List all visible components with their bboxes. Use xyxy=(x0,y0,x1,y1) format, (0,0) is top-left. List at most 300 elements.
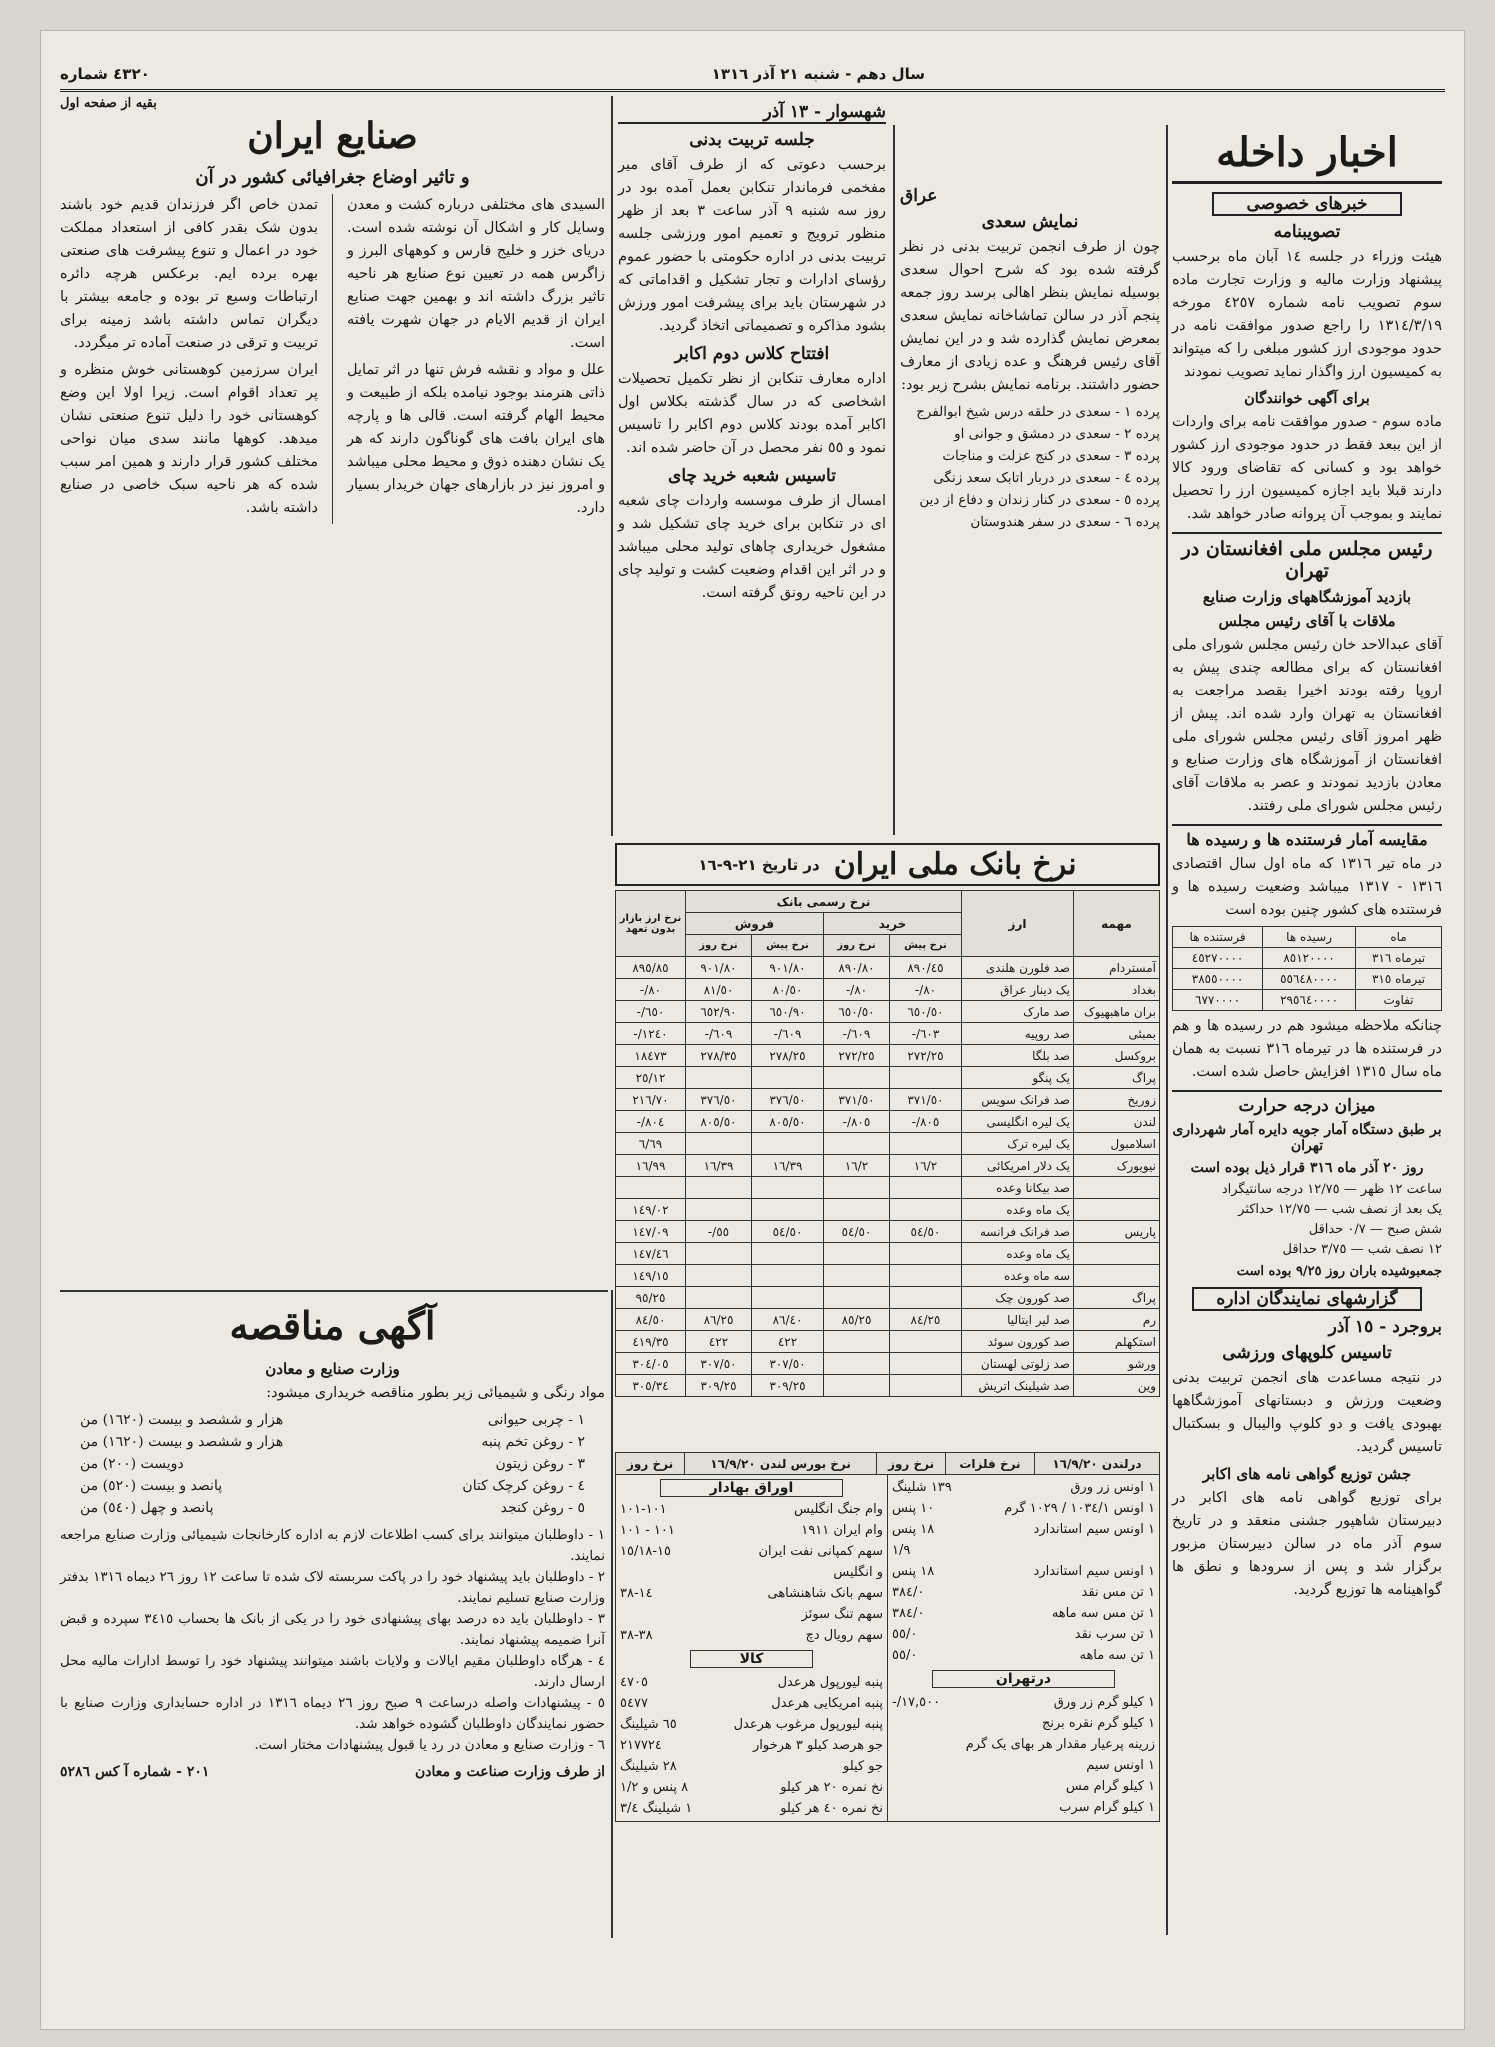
table-cell xyxy=(686,1133,752,1155)
table-cell: ١٨٤٧٣ xyxy=(616,1045,686,1067)
item-value: ١٠١ - ١٠١ xyxy=(620,1523,675,1538)
table-cell: پراگ xyxy=(1074,1067,1160,1089)
program-list xyxy=(900,401,1160,533)
table-cell: ٨٥/٢٥ xyxy=(824,1309,890,1331)
item-label: نخ نمره ٢٠ هر کیلو xyxy=(780,1780,883,1795)
table-cell: صد بیکانا وعده xyxy=(962,1177,1074,1199)
table-cell: ٨٦/٤٠ xyxy=(751,1309,823,1331)
table-cell: صد زلوتی لهستان xyxy=(962,1353,1074,1375)
item-label: پنبه امریکایی هرعدل xyxy=(771,1696,883,1711)
temp-value: ٣/٧٥ حداقل xyxy=(1282,1242,1347,1257)
list-item xyxy=(892,1776,1155,1797)
private-news-sub: تصویبنامه xyxy=(1273,222,1341,242)
table-cell: صد فرانک سویس xyxy=(962,1089,1074,1111)
list-item xyxy=(620,1693,883,1714)
table-cell xyxy=(824,1133,890,1155)
column-rule xyxy=(611,1290,613,1938)
shahsavar-text: برحسب دعوتی که از طرف آقای میر مفخمی فرماندار تنکابن بعمل آمده بود در روز سه شنبه ٩ آذر ساعت ٣ بعد از ظهر منظور ترویج و تعمیم امور ورزشی جلسه تربیت بدنی در اداره حکومتی با حضور عموم رؤسای ادارات و تجار تشکیل و اقداماتی که در شهرستان باید برای پیشرفت امور ورزش بشود مذاکره و تصمیماتی اتخاذ گردید. xyxy=(618,157,886,334)
list-item: ٣ - داوطلبان باید ده درصد بهای پیشنهادی خود را در یکی از بانک ها بحساب ٣٤١٥ سپرده و قبض آنرا ضمیمه پیشنهاد نمایند. xyxy=(60,1611,605,1648)
list-item xyxy=(620,1798,883,1819)
table-cell xyxy=(889,1199,961,1221)
item-qty: پانصد و بیست (٥٢٠) من xyxy=(80,1478,223,1494)
table-cell: صد فرانک فرانسه xyxy=(962,1221,1074,1243)
temp-value: ١٢/٧٥ درجه سانتیگراد xyxy=(1221,1182,1340,1197)
item-value: ٦٥ شیلینگ xyxy=(620,1717,677,1732)
table-cell: صد شیلینک اتریش xyxy=(962,1375,1074,1397)
goods-list xyxy=(620,1672,883,1819)
table-cell: ٨٠٤/- xyxy=(616,1111,686,1133)
item-name: روغن کرچک کتان xyxy=(462,1478,564,1494)
industry-col-left xyxy=(60,194,318,524)
table-cell: ٨٠٥/- xyxy=(889,1111,961,1133)
table-cell: ٢٥/١٢ xyxy=(616,1067,686,1089)
table-cell xyxy=(686,1067,752,1089)
table-cell: ٥٤/٥٠ xyxy=(824,1221,890,1243)
table-cell: پاریس xyxy=(1074,1221,1160,1243)
item-name: روغن کنجد xyxy=(500,1500,564,1516)
table-cell: ٨١/٥٠ xyxy=(686,979,752,1001)
table-cell: رم xyxy=(1074,1309,1160,1331)
industry-subtitle: و تاثیر اوضاع جغرافیائی کشور در آن xyxy=(195,167,470,188)
table-cell: رسیده ها xyxy=(1263,927,1356,948)
list-item xyxy=(892,1624,1155,1645)
industry-paragraph: ایران سرزمین کوهستانی خوش منظره و پر تعداد اقوام است. زیرا اولا این وضع کوهستانی خود را دلیل تنوع صنعتی نشان میدهد. کوهها مانند سدی میان نواحی مختلف کشور قرار دارند و همین امر سبب شده که هر ناحیه سبک خاصی در صنایع داشته باشد. xyxy=(60,362,318,516)
table-cell: ١٤٩/١٥ xyxy=(616,1265,686,1287)
table-row xyxy=(616,1353,1160,1375)
list-item xyxy=(892,1734,1155,1755)
list-item xyxy=(892,1603,1155,1624)
list-item xyxy=(892,1755,1155,1776)
table-cell xyxy=(616,1177,686,1199)
list-item xyxy=(620,1756,883,1777)
tender-intro: مواد رنگی و شیمیائی زیر بطور مناقصه خریداری میشود: xyxy=(266,1385,605,1401)
table-cell: ٨٠٥/٥٠ xyxy=(751,1111,823,1133)
item-label: وام جنگ انگلیس xyxy=(793,1502,883,1517)
item-qty: پانصد و چهل (٥٤٠) من xyxy=(80,1500,214,1516)
table-row xyxy=(616,1089,1160,1111)
table-cell xyxy=(751,1067,823,1089)
certificate-text: برای توزیع گواهی نامه های اکابر در دبیرستان شاهپور جشنی منعقد و در تاریخ سوم آذر ماه در سالن دبیرستان مزبور برگزار شد و پس از سرودها و نطق ها گواهینامه ها توزیع گردید. xyxy=(1172,1490,1442,1598)
table-cell xyxy=(686,1265,752,1287)
issue-number: ٤٣٢٠ شماره xyxy=(60,64,150,83)
issue-date: سال دهم - شنبه ٢١ آذر ١٣١٦ xyxy=(711,64,925,83)
item-number: ٤ xyxy=(577,1478,585,1494)
item-label: ١ کیلو گرام سرب xyxy=(1059,1800,1155,1815)
table-cell: ٨٩٥/٨٥ xyxy=(616,957,686,979)
item-value: ٣٨-٣٨ xyxy=(620,1628,653,1643)
item-value: ٢١٧٧٢٤ xyxy=(620,1738,662,1753)
item-qty: هزار و ششصد و بیست (١٦٢٠) من xyxy=(80,1434,284,1450)
table-cell: ٤٢٢ xyxy=(751,1331,823,1353)
table-cell: پراگ xyxy=(1074,1287,1160,1309)
table-cell: یک دینار عراق xyxy=(962,979,1074,1001)
item-value: ٣٨٤/٠ xyxy=(892,1606,925,1621)
item-value: ١٣٩ شلینگ xyxy=(892,1480,952,1495)
table-cell: صد بلگا xyxy=(962,1045,1074,1067)
table-cell xyxy=(889,1133,961,1155)
table-row xyxy=(616,891,1160,913)
table-cell xyxy=(889,1331,961,1353)
table-cell xyxy=(686,1243,752,1265)
table-cell: ٦٥٠/- xyxy=(616,1001,686,1023)
item-value: ١٨ پنس xyxy=(892,1564,935,1579)
column-header: نرخ رسمی بانک xyxy=(686,891,962,913)
table-cell: ٣٠٧/٥٠ xyxy=(751,1353,823,1375)
certificate-title: جشن توزیع گواهی نامه های اکابر xyxy=(1202,1465,1412,1483)
item-value: ١٠ پنس xyxy=(892,1501,935,1516)
item-label: ١ اونس سیم استاندارد xyxy=(1033,1564,1155,1579)
table-cell: یک ماه وعده xyxy=(962,1243,1074,1265)
list-item xyxy=(620,1777,883,1798)
list-item xyxy=(620,1499,883,1520)
tender-org: وزارت صنایع و معادن xyxy=(265,1360,400,1378)
table-cell xyxy=(824,1287,890,1309)
table-cell xyxy=(889,1265,961,1287)
table-cell: ٣٠٩/٢٥ xyxy=(751,1375,823,1397)
item-value: ١ شیلینگ ٣/٤ xyxy=(620,1801,693,1816)
table-cell xyxy=(824,1199,890,1221)
table-cell xyxy=(889,1287,961,1309)
list-item: ٥ - روغن کنجد پانصد و چهل (٥٤٠) من xyxy=(80,1497,585,1519)
table-row xyxy=(1173,969,1442,990)
temperature-sub2: روز ٢٠ آذر ماه ٣١٦ قرار ذیل بوده است xyxy=(1190,1160,1424,1176)
adult-class-text: اداره معارف تنکابن از نظر تکمیل تحصیلات اشخاصی که در سال گذشته بکلاس اول اکابر آمده بودند کلاس دوم اکابر را تاسیس نمود و ٥٥ نفر محصل در آن حاضر شده اند. xyxy=(618,371,886,456)
item-label: پنبه لیورپول هرعدل xyxy=(777,1675,883,1690)
table-cell: ٨٥١٢٠٠٠٠ xyxy=(1263,948,1356,969)
table-cell: صد روپیه xyxy=(962,1023,1074,1045)
temp-time: ١٢ نصف شب xyxy=(1367,1242,1442,1257)
list-item: پرده ٦ - سعدی در سفر هندوستان xyxy=(970,514,1160,530)
list-item: ٥ - پیشنهادات واصله درساعت ٩ صبح روز ٢٦ دیماه ١٣١٦ در اداره حسابداری وزارت صنایع با حضور نمایندگان داوطلبان گشوده خواهد شد. xyxy=(60,1695,606,1732)
table-cell xyxy=(889,1353,961,1375)
table-row xyxy=(616,1023,1160,1045)
list-item xyxy=(892,1477,1155,1498)
table-cell: اسلامبول xyxy=(1074,1133,1160,1155)
list-item xyxy=(620,1625,883,1646)
table-cell xyxy=(686,1199,752,1221)
bank-date: در تاریخ ٢١-٩-١٦ xyxy=(698,855,820,874)
list-item: ٢ - داوطلبان باید پیشنهاد خود را در پاکت سربسته لاک شده تا ساعت ١٢ روز ٢٦ دیماه ١٣١٦ بدفتر وزارت صنایع تسلیم نمایند. xyxy=(60,1569,605,1606)
notice-title: برای آگهی خوانندگان xyxy=(1244,390,1370,407)
table-cell: ٤٥٢٧٠٠٠٠ xyxy=(1173,948,1263,969)
list-item: پرده ٢ - سعدی در دمشق و جوانی او xyxy=(954,426,1160,442)
table-cell: بران ماهبهیوک xyxy=(1074,1001,1160,1023)
table-cell: ١٦/٢ xyxy=(889,1155,961,1177)
afghan-sub: بازدید آموزشگاههای وزارت صنایع xyxy=(1202,588,1412,606)
table-cell: صد مارک xyxy=(962,1001,1074,1023)
table-cell: ٩٥/٢٥ xyxy=(616,1287,686,1309)
item-label: جو کیلو xyxy=(842,1759,883,1774)
afghan-text: آقای عبدالاحد خان رئیس مجلس شورای ملی افغانستان که برای مطالعه چندی پیش به اروپا رفته بودند اخیرا بقصد مراجعت به افغانستان به تهران وارد شده اند. پیش از ظهر امروز آقای رئیس مجلس شورای ملی افغانستان از آموزشگاه های وزارت صنایع و معادن بازدید نمودند و عصر به ملاقات آقای رئیس مجلس شورای ملی رفتند. xyxy=(1172,637,1442,814)
table-cell xyxy=(824,1265,890,1287)
table-cell: یک لیره ترک xyxy=(962,1133,1074,1155)
table-cell xyxy=(751,1133,823,1155)
table-cell: ٨٤/٥٠ xyxy=(616,1309,686,1331)
list-item xyxy=(892,1519,1155,1540)
metals-body xyxy=(615,1475,1160,1822)
item-label: ١ کیلو گرم زر ورق xyxy=(1053,1695,1155,1710)
tender-title: آگهی مناقصه xyxy=(229,1303,436,1348)
table-cell xyxy=(824,1375,890,1397)
industry-body xyxy=(60,194,605,524)
table-cell: ١٤٧/٤٦ xyxy=(616,1243,686,1265)
column-header: نرخ بورس لندن ١٦/٩/٢٠ xyxy=(685,1453,877,1475)
table-cell: ١٦/٣٩ xyxy=(686,1155,752,1177)
item-value: ١٥-١٥/١٨ xyxy=(620,1544,671,1559)
item-qty: دویست (٢٠٠) من xyxy=(80,1456,184,1472)
table-cell: یک پنگو xyxy=(962,1067,1074,1089)
sport-title: تاسیس کلوپهای ورزشی xyxy=(1222,1343,1392,1363)
column-rule xyxy=(1166,1885,1168,1935)
domestic-news-column xyxy=(1172,125,1442,1885)
table-cell: ٣٠٤/٠٥ xyxy=(616,1353,686,1375)
table-cell: ٥٥/- xyxy=(686,1221,752,1243)
compare-text: در ماه تیر ١٣١٦ که ماه اول سال اقتصادی ١٣١٦ - ١٣١٧ میباشد وضعیت رسیده ها و فرستنده های کشور چنین بوده است xyxy=(1172,856,1442,918)
table-cell xyxy=(824,1067,890,1089)
item-label: جو هرصد کیلو ٣ هرخوار xyxy=(753,1738,883,1753)
metals-right-list xyxy=(892,1477,1155,1666)
column-header: نرخ روز xyxy=(824,935,890,957)
column-rule xyxy=(332,194,333,524)
table-cell xyxy=(1074,1177,1160,1199)
item-number: ١ xyxy=(577,1412,585,1428)
goods-title: کالا xyxy=(690,1650,813,1668)
table-cell xyxy=(824,1331,890,1353)
table-cell xyxy=(824,1177,890,1199)
table-row xyxy=(616,1001,1160,1023)
table-cell: ٢٧٢/٢٥ xyxy=(889,1045,961,1067)
table-cell xyxy=(1074,1243,1160,1265)
notice-text: ماده سوم - صدور موافقت نامه برای واردات از این ببعد فقط در حدود موجودی ارز کشور خواهد بود و کسانی که تقاضای ورود کالا دارند قبلا باید اجازه کمیسیون ارز را تحصیل نمایند و بموجب آن پروانه صادر خواهد شد. xyxy=(1172,414,1442,522)
bank-title: نرخ بانک ملی ایران xyxy=(833,847,1077,882)
iraq-text: چون از طرف انجمن تربیت بدنی در نظر گرفته شده بود که شرح احوال سعدی بوسیله نمایش بنظر اهالی برسد روز جمعه پنجم آذر در سالن تماشاخانه نمایش سعدی بمعرض نمایش گذارده شد و در این نمایش آقای رئیس فرهنگ و عده زیادی از معارف حضور داشتند. برنامه نمایش بشرح زیر بود: xyxy=(900,239,1160,393)
table-cell: صد کورون چک xyxy=(962,1287,1074,1309)
table-cell: ٣٧٦/٥٠ xyxy=(686,1089,752,1111)
table-cell: ٦٥٠/٥٠ xyxy=(824,1001,890,1023)
bonds-title: اوراق بهادار xyxy=(660,1479,843,1497)
tea-title: تاسیس شعبه خرید چای xyxy=(668,466,836,486)
table-cell: ٨٦/٢٥ xyxy=(686,1309,752,1331)
list-item: ٤ - روغن کرچک کتان پانصد و بیست (٥٢٠) من xyxy=(80,1475,585,1497)
afghan-title: رئیس مجلس ملی افغانستان در تهران xyxy=(1172,532,1442,582)
item-label: سهم تنگ سوئز xyxy=(801,1607,883,1622)
table-cell xyxy=(889,1243,961,1265)
bank-header xyxy=(615,843,1160,886)
tehran-list xyxy=(892,1692,1155,1818)
list-item: ١ - چربی حیوانی هزار و ششصد و بیست (١٦٢٠) من xyxy=(80,1409,585,1431)
table-cell: ٣٧٦/٥٠ xyxy=(751,1089,823,1111)
table-cell: ٨٠/- xyxy=(889,979,961,1001)
item-label: ١ اونس ١٠٣٤/١ / ١٠٢٩ گرم xyxy=(1004,1501,1155,1516)
list-item xyxy=(620,1583,883,1604)
item-name: روغن زیتون xyxy=(495,1456,564,1472)
list-item: ١٢ نصف شب — ٣/٧٥ حداقل xyxy=(1282,1242,1442,1257)
industry-paragraph: تمدن خاص اگر فرزندان قدیم خود باشند بدون شک بقدر کافی از استعداد مملکت خود در اعمال و تنوع پیشرفت های صنعتی بهره برده ایم. برعکس هرچه دائره ارتباطات وسیع تر بوده و جامعه بیشتر با دیگران تماس داشته باشد زمینه برای تربیت و ترقی در صنعت آماده تر میگردد. xyxy=(60,197,318,351)
table-cell: ٣٧١/٥٠ xyxy=(824,1089,890,1111)
table-cell: ٨٠٥/- xyxy=(824,1111,890,1133)
list-item: ٣ - روغن زیتون دویست (٢٠٠) من xyxy=(80,1453,585,1475)
item-label: سهم بانک شاهنشاهی xyxy=(767,1586,883,1601)
list-item xyxy=(892,1713,1155,1734)
item-label: وام ایران ١٩١١ xyxy=(801,1523,883,1538)
column-header: نرخ روز xyxy=(686,935,752,957)
table-cell: ورشو xyxy=(1074,1353,1160,1375)
table-cell: ٦٥٢/٩٠ xyxy=(686,1001,752,1023)
table-row xyxy=(616,1265,1160,1287)
item-value: ١٤-٣٨ xyxy=(620,1586,653,1601)
column-header: نرخ پیش xyxy=(889,935,961,957)
table-row xyxy=(616,1067,1160,1089)
table-cell xyxy=(1074,1199,1160,1221)
table-cell: ٦٧٧٠٠٠٠ xyxy=(1173,990,1263,1011)
metals-section xyxy=(615,1452,1160,1932)
list-item xyxy=(620,1562,883,1583)
list-item xyxy=(620,1735,883,1756)
table-row xyxy=(616,979,1160,1001)
tender-signature: از طرف وزارت صناعت و معادن xyxy=(414,1764,605,1780)
table-cell: ١٦/٣٩ xyxy=(751,1155,823,1177)
table-row xyxy=(1173,990,1442,1011)
item-value: ١٧,٥٠٠/- xyxy=(892,1695,941,1710)
column-rule xyxy=(1166,125,1168,1885)
item-label: ١ اونس زر ورق xyxy=(1070,1480,1155,1495)
list-item: ٦ - وزارت صنایع و معادن در رد یا قبول پیشنهادات مختار است. xyxy=(254,1737,605,1753)
industry-paragraph: علل و مواد و نقشه فرش تنها در اثر تمایل ذاتی هنرمند بوجود نیامده بلکه از طبیعت و محیط الهام گرفته است. قالی ها و پارچه های ایران بافت های گوناگون دارند که هر یک نشان دهنده ذوق و محیط محلی میباشد و امروز نیز در بازارهای جهان خریدار بسیار دارد. xyxy=(347,362,605,516)
list-item: شش صبح — ٠/٧ حداقل xyxy=(1308,1222,1442,1237)
column-header: نرخ روز xyxy=(877,1453,946,1475)
table-cell xyxy=(889,1177,961,1199)
table-row xyxy=(616,1155,1160,1177)
table-cell: صد فلورن هلندی xyxy=(962,957,1074,979)
list-item xyxy=(620,1520,883,1541)
table-cell xyxy=(751,1287,823,1309)
shahsavar-column xyxy=(618,96,886,836)
metals-left xyxy=(616,1475,887,1821)
table-cell: ٨٩٠/٨٠ xyxy=(824,957,890,979)
table-cell: ٩٠١/٨٠ xyxy=(751,957,823,979)
table-cell: ٨٤/٢٥ xyxy=(889,1309,961,1331)
list-item: ٤ - هرگاه داوطلبان مقیم ایالات و ولایات باشند میتوانند پیشنهاد خود را توسط ادارات مالیه محل ارسال دارند. xyxy=(60,1653,605,1690)
compare-table xyxy=(1172,926,1442,1011)
item-value: ٣٨٤/٠ xyxy=(892,1585,925,1600)
tender-ref: ٢٠١ - شماره آ کس ٥٢٨٦ xyxy=(60,1764,210,1780)
bank-rates-section xyxy=(615,843,1160,1448)
table-cell: ٦/٦٩ xyxy=(616,1133,686,1155)
list-item xyxy=(620,1541,883,1562)
table-cell xyxy=(824,1243,890,1265)
table-cell: ١٤٩/٠٢ xyxy=(616,1199,686,1221)
item-number: ٢ xyxy=(577,1434,585,1450)
section-rule xyxy=(60,1290,608,1292)
table-cell: ٣٧١/٥٠ xyxy=(889,1089,961,1111)
tehran-title: درتهران xyxy=(932,1670,1115,1688)
table-row xyxy=(616,1375,1160,1397)
table-cell: ٨٠/٥٠ xyxy=(751,979,823,1001)
item-label: ١ کیلو گرم نقره برنج xyxy=(1041,1716,1155,1731)
table-cell xyxy=(824,1353,890,1375)
item-label: ١ تن مس نقد xyxy=(1081,1585,1155,1600)
table-row xyxy=(616,1133,1160,1155)
table-row xyxy=(616,1331,1160,1353)
table-cell: سه ماه وعده xyxy=(962,1265,1074,1287)
table-cell xyxy=(686,1177,752,1199)
bank-rates-table xyxy=(615,890,1160,1397)
bonds-list xyxy=(620,1499,883,1646)
item-label: ١ اونس سیم استاندارد xyxy=(1033,1522,1155,1537)
item-label: و انگلیس xyxy=(833,1565,883,1580)
table-cell: ٢٧٨/٢٥ xyxy=(751,1045,823,1067)
table-cell: تیرماه ٣١٥ xyxy=(1356,969,1442,990)
item-label: ١ تن مس سه ماهه xyxy=(1051,1606,1155,1621)
temp-value: ٠/٧ حداقل xyxy=(1308,1222,1366,1237)
item-name: چربی حیوانی xyxy=(487,1412,564,1428)
item-label: ١ کیلو گرام مس xyxy=(1065,1779,1155,1794)
table-cell: ٨٩٠/٤٥ xyxy=(889,957,961,979)
column-header: نرخ پیش xyxy=(751,935,823,957)
table-cell xyxy=(751,1177,823,1199)
afghan-sub2: ملاقات با آقای رئیس مجلس xyxy=(1218,612,1396,630)
table-cell: یک دلار امریکائی xyxy=(962,1155,1074,1177)
shahsavar-dateline: شهسوار - ١٣ آذر xyxy=(618,102,886,124)
item-value: ٥٥/٠ xyxy=(892,1648,918,1663)
page-header xyxy=(60,58,1445,92)
table-cell: ٥٥٦٤٨٠٠٠٠ xyxy=(1263,969,1356,990)
temp-time: شش صبح xyxy=(1387,1222,1442,1237)
table-cell: یک ماه وعده xyxy=(962,1199,1074,1221)
table-cell: آمستردام xyxy=(1074,957,1160,979)
list-item: پرده ١ - سعدی در حلقه درس شیخ ابوالفرج xyxy=(916,404,1160,420)
list-item: ٢ - روغن تخم پنبه هزار و ششصد و بیست (١٦٢٠) من xyxy=(80,1431,585,1453)
table-cell: بمبئی xyxy=(1074,1023,1160,1045)
table-cell: ٤٢٢ xyxy=(686,1331,752,1353)
table-cell: ١٢٤٠/- xyxy=(616,1023,686,1045)
table-cell: ٦٠٩/- xyxy=(751,1023,823,1045)
industry-col-right xyxy=(347,194,605,524)
industry-continued: بقیه از صفحه اول xyxy=(60,96,157,111)
table-cell: نیویورک xyxy=(1074,1155,1160,1177)
column-header: فروش xyxy=(686,913,824,935)
list-item xyxy=(620,1714,883,1735)
item-number: ٥ xyxy=(577,1500,585,1516)
table-cell: ٢١٦/٧٠ xyxy=(616,1089,686,1111)
tender-footer xyxy=(60,1764,605,1780)
item-value: ٨ پنس و ١/٢ xyxy=(620,1780,689,1795)
column-header: ارز xyxy=(962,891,1074,957)
item-label: زرینه پرعیار مقدار هر بهای یک گرم xyxy=(965,1737,1155,1752)
table-cell: ٤١٩/٣٥ xyxy=(616,1331,686,1353)
list-item xyxy=(892,1561,1155,1582)
shahsavar-sub: جلسه تربیت بدنی xyxy=(689,130,815,150)
temperature-sub: بر طبق دستگاه آمار جویه دایره آمار شهرداری تهران xyxy=(1172,1122,1442,1154)
industry-title: صنایع ایران xyxy=(247,115,418,157)
list-item xyxy=(892,1692,1155,1713)
table-row xyxy=(616,1111,1160,1133)
industry-article xyxy=(60,96,605,1276)
tender-notice xyxy=(60,1298,605,1938)
list-item xyxy=(892,1498,1155,1519)
table-row xyxy=(616,1221,1160,1243)
table-cell: تفاوت xyxy=(1356,990,1442,1011)
table-cell: صد لیر ایتالیا xyxy=(962,1309,1074,1331)
list-item xyxy=(892,1797,1155,1818)
table-cell xyxy=(686,1287,752,1309)
item-qty: هزار و ششصد و بیست (١٦٢٠) من xyxy=(80,1412,284,1428)
item-value: ١٠١-١٠١ xyxy=(620,1502,667,1517)
table-cell: وین xyxy=(1074,1375,1160,1397)
metals-right xyxy=(887,1475,1159,1821)
table-row xyxy=(616,957,1160,979)
item-label: ١ تن سرب نقد xyxy=(1074,1627,1155,1642)
